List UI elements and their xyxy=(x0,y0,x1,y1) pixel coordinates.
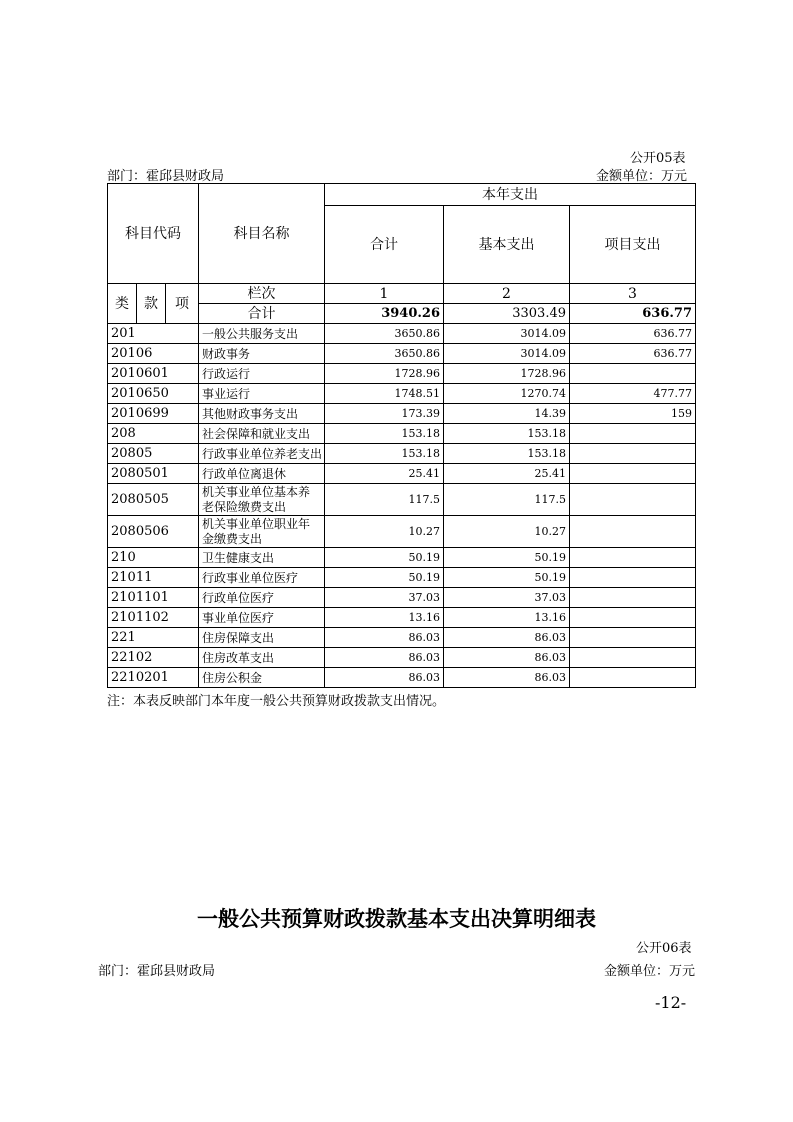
table-row xyxy=(108,404,696,424)
row-total: 50.19 xyxy=(325,548,444,568)
table05-unit: 金额单位：万元 xyxy=(596,169,688,184)
table-row xyxy=(108,588,696,608)
table06-title: 一般公共预算财政拨款基本支出决算明细表 xyxy=(197,907,596,931)
table05-number: 公开05表 xyxy=(630,151,686,166)
table-row xyxy=(108,568,696,588)
row-total: 37.03 xyxy=(325,588,444,608)
row-basic: 153.18 xyxy=(444,424,570,444)
row-name: 事业运行 xyxy=(199,384,325,404)
header-code: 科目代码 xyxy=(108,184,199,284)
header-xiang: 项 xyxy=(166,284,199,324)
row-code: 2010601 xyxy=(108,364,199,384)
row-project: 477.77 xyxy=(570,384,696,404)
table06-number: 公开06表 xyxy=(636,941,692,956)
row-name: 财政事务 xyxy=(199,344,325,364)
row-name: 行政事业单位医疗 xyxy=(199,568,325,588)
row-project xyxy=(570,484,696,516)
row-total: 3650.86 xyxy=(325,344,444,364)
row-basic: 3014.09 xyxy=(444,324,570,344)
row-total: 25.41 xyxy=(325,464,444,484)
row-basic: 25.41 xyxy=(444,464,570,484)
table05-note: 注：本表反映部门本年度一般公共预算财政拨款支出情况。 xyxy=(107,694,446,709)
row-total: 86.03 xyxy=(325,668,444,688)
table-row xyxy=(108,628,696,648)
row-project xyxy=(570,548,696,568)
row-total: 86.03 xyxy=(325,648,444,668)
row-project xyxy=(570,668,696,688)
table06-unit: 金额单位：万元 xyxy=(604,964,696,979)
row-name: 事业单位医疗 xyxy=(199,608,325,628)
row-code: 2080505 xyxy=(108,484,199,516)
page-number: -12- xyxy=(655,993,687,1012)
table-row xyxy=(108,484,696,516)
row-name: 行政事业单位养老支出 xyxy=(199,444,325,464)
row-code: 2010699 xyxy=(108,404,199,424)
row-basic: 1728.96 xyxy=(444,364,570,384)
table-row xyxy=(108,444,696,464)
row-code: 2080506 xyxy=(108,516,199,548)
row-project: 636.77 xyxy=(570,344,696,364)
table-row xyxy=(108,516,696,548)
row-name: 住房改革支出 xyxy=(199,648,325,668)
expenditure-table xyxy=(107,183,696,688)
row-basic: 13.16 xyxy=(444,608,570,628)
table-row xyxy=(108,324,696,344)
row-basic: 3014.09 xyxy=(444,344,570,364)
row-total: 13.16 xyxy=(325,608,444,628)
header-col1: 1 xyxy=(325,284,444,304)
row-code: 2010650 xyxy=(108,384,199,404)
row-code: 201 xyxy=(108,324,199,344)
row-basic: 117.5 xyxy=(444,484,570,516)
row-project xyxy=(570,464,696,484)
row-basic: 86.03 xyxy=(444,648,570,668)
row-project xyxy=(570,444,696,464)
row-code: 210 xyxy=(108,548,199,568)
row-name: 其他财政事务支出 xyxy=(199,404,325,424)
header-lanci: 栏次 xyxy=(199,284,325,304)
header-lei: 类 xyxy=(108,284,137,324)
row-name: 住房保障支出 xyxy=(199,628,325,648)
total-project: 636.77 xyxy=(570,304,696,324)
table-row xyxy=(108,344,696,364)
table-row xyxy=(108,648,696,668)
row-basic: 14.39 xyxy=(444,404,570,424)
table-row xyxy=(108,668,696,688)
row-project xyxy=(570,628,696,648)
row-name: 机关事业单位基本养老保险缴费支出 xyxy=(199,484,325,516)
row-project xyxy=(570,516,696,548)
row-total: 173.39 xyxy=(325,404,444,424)
row-name: 行政单位医疗 xyxy=(199,588,325,608)
row-code: 20106 xyxy=(108,344,199,364)
header-col3: 3 xyxy=(570,284,696,304)
row-code: 2101101 xyxy=(108,588,199,608)
row-name: 行政单位离退休 xyxy=(199,464,325,484)
row-total: 86.03 xyxy=(325,628,444,648)
header-total: 合计 xyxy=(325,206,444,284)
total-label: 合计 xyxy=(199,304,325,324)
row-name: 机关事业单位职业年金缴费支出 xyxy=(199,516,325,548)
table-row xyxy=(108,424,696,444)
row-project xyxy=(570,424,696,444)
row-total: 3650.86 xyxy=(325,324,444,344)
row-project xyxy=(570,608,696,628)
row-name: 行政运行 xyxy=(199,364,325,384)
row-basic: 86.03 xyxy=(444,668,570,688)
row-project xyxy=(570,568,696,588)
row-name: 一般公共服务支出 xyxy=(199,324,325,344)
row-basic: 153.18 xyxy=(444,444,570,464)
row-name: 卫生健康支出 xyxy=(199,548,325,568)
row-basic: 50.19 xyxy=(444,548,570,568)
row-name: 社会保障和就业支出 xyxy=(199,424,325,444)
row-code: 2210201 xyxy=(108,668,199,688)
row-total: 10.27 xyxy=(325,516,444,548)
table06-department: 部门：霍邱县财政局 xyxy=(98,964,216,979)
row-code: 20805 xyxy=(108,444,199,464)
header-col2: 2 xyxy=(444,284,570,304)
table-row xyxy=(108,464,696,484)
row-total: 50.19 xyxy=(325,568,444,588)
header-project: 项目支出 xyxy=(570,206,696,284)
header-name: 科目名称 xyxy=(199,184,325,284)
header-basic: 基本支出 xyxy=(444,206,570,284)
row-project: 636.77 xyxy=(570,324,696,344)
row-basic: 1270.74 xyxy=(444,384,570,404)
table05-department: 部门：霍邱县财政局 xyxy=(107,169,225,184)
total-basic: 3303.49 xyxy=(444,304,570,324)
row-basic: 86.03 xyxy=(444,628,570,648)
header-group: 本年支出 xyxy=(325,184,696,206)
table-row xyxy=(108,608,696,628)
table-row xyxy=(108,364,696,384)
row-total: 117.5 xyxy=(325,484,444,516)
row-code: 21011 xyxy=(108,568,199,588)
row-project xyxy=(570,364,696,384)
row-total: 1748.51 xyxy=(325,384,444,404)
row-project: 159 xyxy=(570,404,696,424)
header-kuan: 款 xyxy=(137,284,166,324)
table-row xyxy=(108,384,696,404)
row-basic: 10.27 xyxy=(444,516,570,548)
row-basic: 50.19 xyxy=(444,568,570,588)
total-sum: 3940.26 xyxy=(325,304,444,324)
row-code: 2101102 xyxy=(108,608,199,628)
row-code: 22102 xyxy=(108,648,199,668)
row-total: 153.18 xyxy=(325,424,444,444)
row-basic: 37.03 xyxy=(444,588,570,608)
row-code: 2080501 xyxy=(108,464,199,484)
table-row xyxy=(108,548,696,568)
row-project xyxy=(570,588,696,608)
row-total: 1728.96 xyxy=(325,364,444,384)
row-project xyxy=(570,648,696,668)
row-code: 208 xyxy=(108,424,199,444)
row-name: 住房公积金 xyxy=(199,668,325,688)
row-code: 221 xyxy=(108,628,199,648)
row-total: 153.18 xyxy=(325,444,444,464)
